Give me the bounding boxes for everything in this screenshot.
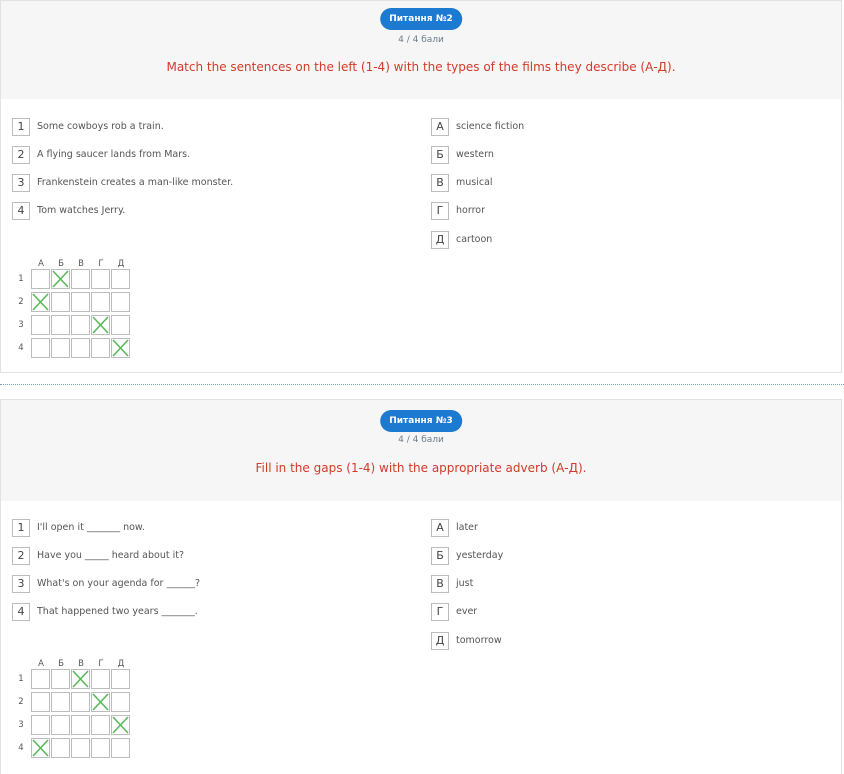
item-number: 1 [12, 519, 30, 537]
grid-row-label: 3 [18, 720, 24, 730]
answer-cell[interactable] [91, 338, 110, 358]
question-score: 4 / 4 бали [398, 435, 444, 445]
answer-cell[interactable] [91, 669, 110, 689]
answer-cell-checked[interactable] [111, 338, 130, 358]
check-cross-icon [112, 716, 129, 734]
grid-row-label: 3 [18, 320, 24, 330]
grid-row-label: 2 [18, 697, 24, 707]
grid-column-label: Г [98, 259, 104, 269]
item-number: 4 [12, 603, 30, 621]
grid-column-label: Г [98, 659, 104, 669]
answer-cell[interactable] [71, 692, 90, 712]
answer-cell[interactable] [31, 338, 50, 358]
item-text: I'll open it _______ now. [37, 522, 145, 533]
section-divider [0, 384, 844, 385]
option-letter: А [431, 519, 449, 537]
answer-cell[interactable] [51, 338, 70, 358]
question-badge: Питання №2 [380, 8, 462, 30]
grid-row-label: 1 [18, 274, 24, 284]
grid-row-label: 4 [18, 743, 24, 753]
answer-cell[interactable] [51, 315, 70, 335]
item-number: 1 [12, 118, 30, 136]
check-cross-icon [32, 293, 49, 311]
option-text: ever [456, 606, 478, 617]
option-letter: Д [431, 632, 449, 650]
check-cross-icon [72, 670, 89, 688]
question-instruction: Fill in the gaps (1-4) with the appropriate adverb (А-Д). [255, 461, 587, 475]
grid-row-label: 1 [18, 674, 24, 684]
option-text: horror [456, 205, 485, 216]
answer-cell[interactable] [51, 292, 70, 312]
question-score: 4 / 4 бали [398, 35, 444, 45]
grid-column-label: В [78, 259, 84, 269]
answer-cell-checked[interactable] [31, 738, 50, 758]
answer-cell[interactable] [71, 338, 90, 358]
answer-cell[interactable] [31, 669, 50, 689]
question-instruction: Match the sentences on the left (1-4) with the types of the films they describe (А-Д). [166, 60, 676, 74]
answer-cell[interactable] [91, 738, 110, 758]
answer-cell[interactable] [71, 715, 90, 735]
item-text: Have you _____ heard about it? [37, 550, 185, 561]
question-header [1, 1, 841, 99]
answer-cell[interactable] [111, 315, 130, 335]
option-letter: Д [431, 231, 449, 249]
item-number: 2 [12, 547, 30, 565]
answer-cell[interactable] [51, 738, 70, 758]
answer-cell[interactable] [31, 715, 50, 735]
option-letter: А [431, 118, 449, 136]
answer-cell-checked[interactable] [71, 669, 90, 689]
answer-cell[interactable] [91, 292, 110, 312]
answer-cell-checked[interactable] [51, 269, 70, 289]
option-text: cartoon [456, 234, 493, 245]
grid-column-label: В [78, 659, 84, 669]
answer-cell[interactable] [91, 715, 110, 735]
answer-cell[interactable] [31, 269, 50, 289]
answer-cell-checked[interactable] [31, 292, 50, 312]
item-text: Tom watches Jerry. [37, 205, 126, 216]
option-text: just [456, 578, 474, 589]
grid-column-label: А [38, 659, 44, 669]
answer-cell[interactable] [51, 669, 70, 689]
item-text: A flying saucer lands from Mars. [37, 149, 191, 160]
answer-cell[interactable] [91, 269, 110, 289]
question-badge: Питання №3 [380, 410, 462, 432]
grid-column-label: Б [58, 259, 64, 269]
check-cross-icon [32, 739, 49, 757]
option-letter: Б [431, 547, 449, 565]
grid-column-label: Б [58, 659, 64, 669]
check-cross-icon [52, 270, 69, 288]
question-card-2 [0, 0, 842, 373]
option-text: yesterday [456, 550, 504, 561]
option-text: science fiction [456, 121, 525, 132]
question-header [1, 400, 841, 501]
item-number: 3 [12, 174, 30, 192]
grid-row-label: 2 [18, 297, 24, 307]
answer-cell-checked[interactable] [111, 715, 130, 735]
grid-column-label: Д [117, 659, 125, 669]
answer-cell-checked[interactable] [91, 692, 110, 712]
item-text: Some cowboys rob a train. [37, 121, 164, 132]
item-number: 2 [12, 146, 30, 164]
answer-cell[interactable] [31, 315, 50, 335]
answer-cell[interactable] [111, 738, 130, 758]
answer-cell[interactable] [51, 692, 70, 712]
question-card-3 [0, 399, 842, 774]
option-text: later [456, 522, 478, 533]
check-cross-icon [92, 693, 109, 711]
item-text: That happened two years _______. [37, 606, 198, 617]
answer-cell-checked[interactable] [91, 315, 110, 335]
answer-cell[interactable] [111, 269, 130, 289]
option-text: musical [456, 177, 493, 188]
check-cross-icon [92, 316, 109, 334]
answer-cell[interactable] [111, 692, 130, 712]
answer-cell[interactable] [111, 669, 130, 689]
answer-cell[interactable] [51, 715, 70, 735]
answer-cell[interactable] [111, 292, 130, 312]
grid-column-label: А [38, 259, 44, 269]
grid-column-label: Д [117, 259, 125, 269]
answer-cell[interactable] [71, 292, 90, 312]
option-letter: Г [431, 202, 449, 220]
answer-cell[interactable] [71, 315, 90, 335]
item-text: What's on your agenda for ______? [37, 578, 200, 589]
item-text: Frankenstein creates a man-like monster. [37, 177, 234, 188]
option-letter: Г [431, 603, 449, 621]
option-letter: В [431, 174, 449, 192]
option-text: tomorrow [456, 635, 502, 646]
option-letter: Б [431, 146, 449, 164]
answer-cell[interactable] [31, 692, 50, 712]
grid-row-label: 4 [18, 343, 24, 353]
item-number: 4 [12, 202, 30, 220]
option-letter: В [431, 575, 449, 593]
check-cross-icon [112, 339, 129, 357]
answer-cell[interactable] [71, 738, 90, 758]
item-number: 3 [12, 575, 30, 593]
answer-cell[interactable] [71, 269, 90, 289]
option-text: western [456, 149, 494, 160]
